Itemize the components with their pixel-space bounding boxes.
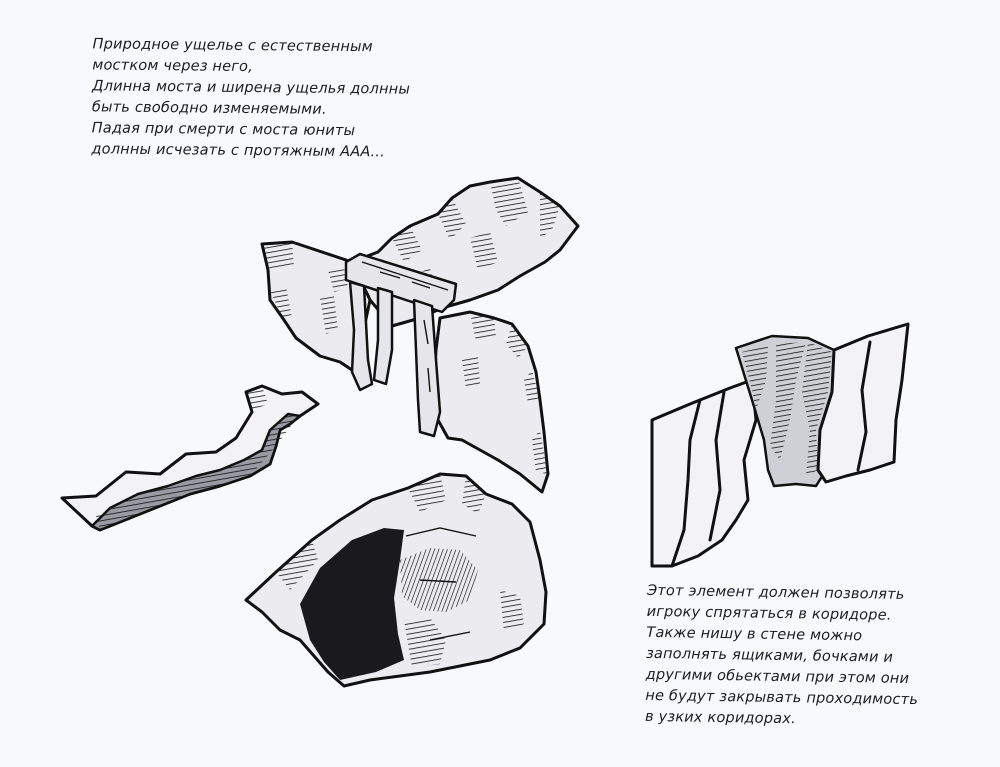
cliff-edge-sketch [62,386,318,530]
cave-entrance-sketch [246,474,546,686]
note-line: Падая при смерти с моста юниты [91,120,356,140]
gorge-with-bridge-sketch [262,178,578,492]
note-line: Этот элемент должен позволять [646,582,905,603]
note-line: мостком через него, [92,57,254,76]
note-line: Длинна моста и ширена ущелья долнны [92,78,411,98]
note-line: в узких коридорах. [644,708,797,728]
note-line: игроку спрятаться в коридоре. [646,603,892,624]
note-line: заполнять ящиками, бочками и [645,645,894,666]
note-line: Также нишу в стене можно [646,624,863,645]
cliff-edge-top [62,386,318,530]
note-line: другими обьектами при этом они [645,666,910,687]
wall-niche-sketch [652,324,908,566]
niche-left-wall [652,380,756,566]
note-line: Природное ущелье с естественным [92,36,373,56]
note-line: не будут закрывать проходимость [645,687,919,709]
note-line: долнны исчезать с протяжным ААА... [91,141,386,161]
bridge-support-right [414,300,440,436]
note-line: быть свободно изменяемыми. [91,99,327,118]
